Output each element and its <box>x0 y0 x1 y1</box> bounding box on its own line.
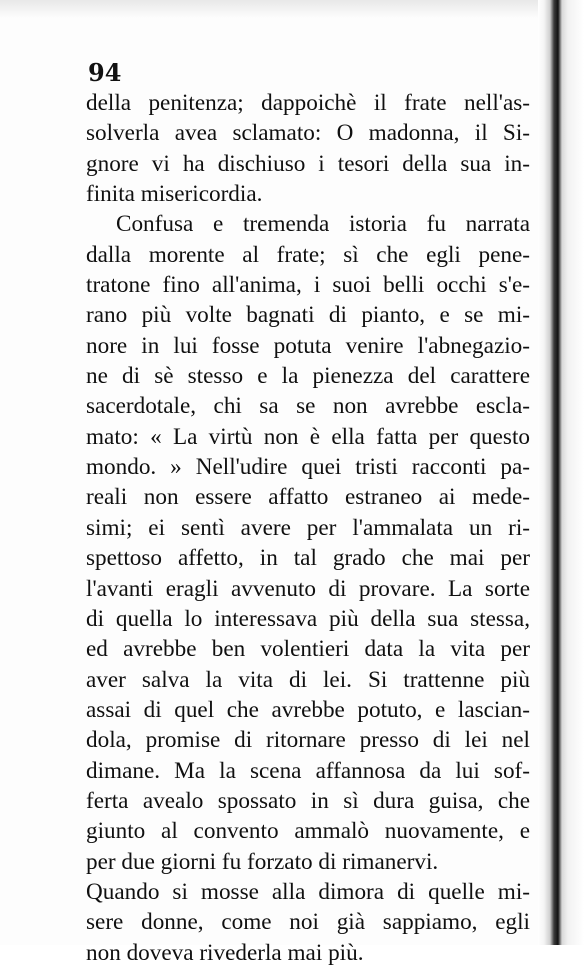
page-top-shadow <box>0 0 584 18</box>
text-line: solverla avea sclamato: O madonna, il Si- <box>86 120 530 147</box>
text-line: simi; ei sentì avere per l'ammalata un ri- <box>86 514 530 541</box>
text-line: reali non essere affatto estraneo ai mede- <box>86 484 530 511</box>
text-line: Quando si mosse alla dimora di quelle mi- <box>86 878 530 905</box>
text-line: della penitenza; dappoichè il frate nell'as- <box>86 90 530 116</box>
text-line: tratone fino all'anima, i suoi belli occhi s'e- <box>86 272 530 299</box>
text-line: sacerdotale, chi sa se non avrebbe escla- <box>86 393 530 420</box>
text-line: mato: « La virtù non è ella fatta per questo <box>86 423 530 450</box>
binding-edge <box>538 0 584 945</box>
text-line: finita misericordia. <box>86 181 263 208</box>
text-line: gnore vi ha dischiuso i tesori della sua in- <box>86 150 530 177</box>
body-text <box>86 88 530 968</box>
text-line: di quella lo interessava più della sua stessa, <box>86 605 530 632</box>
text-line: sere donne, come noi già sappiamo, egli <box>86 909 530 936</box>
text-line: nore in lui fosse potuta venire l'abnegazio- <box>86 332 530 359</box>
text-line: dola, promise di ritornare presso di lei nel <box>86 727 530 754</box>
text-line: ed avrebbe ben volentieri data la vita per <box>86 636 530 663</box>
page-number: 94 <box>88 58 122 87</box>
text-line: ne di sè stesso e la pienezza del carattere <box>86 363 530 390</box>
text-line: giunto al convento ammalò nuovamente, e <box>86 818 530 845</box>
text-line: dimane. Ma la scena affannosa da lui sof- <box>86 757 530 784</box>
text-line: rano più volte bagnati di pianto, e se mi- <box>86 302 530 329</box>
text-line: spettoso affetto, in tal grado che mai per <box>86 545 530 572</box>
text-line: ferta avealo spossato in sì dura guisa, che <box>86 787 530 814</box>
text-line: non doveva rivederla mai più. <box>86 939 364 966</box>
text-line: mondo. » Nell'udire quei tristi racconti pa- <box>86 454 530 481</box>
text-line: l'avanti eragli avvenuto di provare. La sorte <box>86 575 530 602</box>
text-line: dalla morente al frate; sì che egli pene- <box>86 241 530 268</box>
text-line: per due giorni fu forzato di rimanervi. <box>86 848 439 875</box>
text-line: aver salva la vita di lei. Si trattenne più <box>86 666 530 693</box>
text-line: assai di quel che avrebbe potuto, e lascian- <box>86 696 530 723</box>
text-line: Confusa e tremenda istoria fu narrata <box>116 211 530 238</box>
